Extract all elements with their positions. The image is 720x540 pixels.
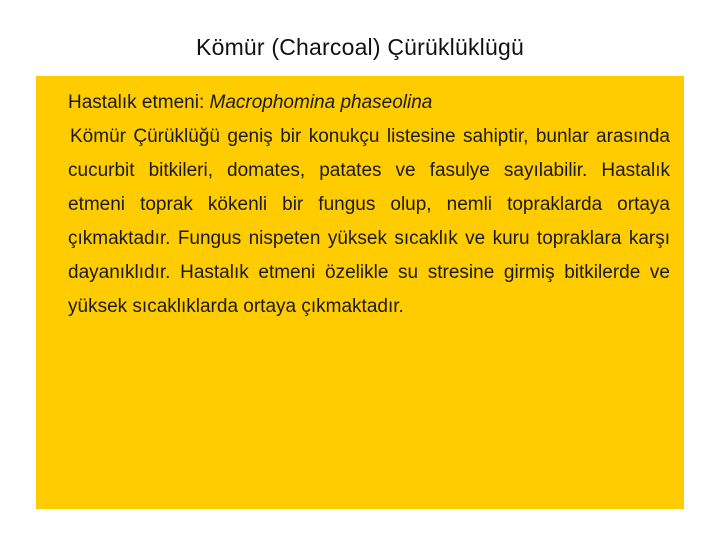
slide-title: Kömür (Charcoal) Çürüklüklügü (196, 34, 524, 60)
content-box (36, 76, 684, 509)
pathogen-line (68, 86, 670, 120)
body-paragraph: Kömür Çürüklüğü geniş bir konukçu listesine sahiptir, bunlar arasında cucurbit bitkileri, domates, patates ve fasulye sayılabilir. Hastalık etmeni toprak kökenli bir fungus olup, nemli topraklarda ortaya çıkmaktadır. Fungus nispeten yüksek sıcaklık ve kuru topraklara karşı dayanıklıdır. Hastalık etmeni özelikle su stresine girmiş bitkilerde ve yüksek sıcaklıklarda ortaya çıkmaktadır. (68, 126, 670, 317)
pathogen-name: Macrophomina phaseolina (209, 92, 433, 113)
pathogen-label: Hastalık etmeni: (68, 92, 210, 113)
